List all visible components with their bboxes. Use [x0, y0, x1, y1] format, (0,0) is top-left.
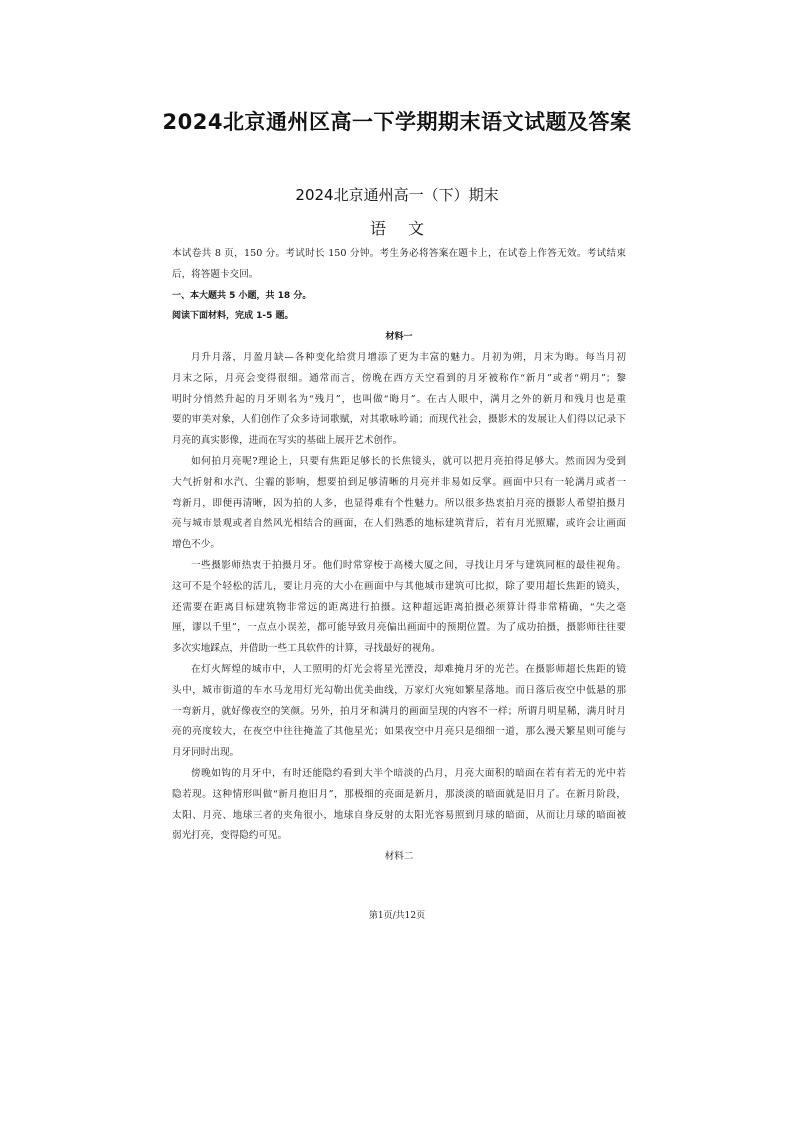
paragraph-line: 弯新月，即便再清晰，因为拍的人多，也显得难有个性魅力。所以很多热衷拍月亮的摄影人希望拍摄月	[172, 497, 626, 509]
paragraph	[172, 452, 626, 556]
material-one-heading: 材料一	[385, 332, 413, 343]
subject-title: 语文	[369, 219, 446, 238]
paragraph-line: 月亮的真实影像，进而在写实的基础上展开艺术创作。	[172, 435, 403, 447]
paragraph-line: 月牙同时出现。	[172, 747, 240, 759]
paragraph-line: 如何拍月亮呢?理论上，只要有焦距足够长的长焦镜头，就可以把月亮拍得足够大。然而因为受到	[191, 455, 626, 467]
paragraph-line: 一弯新月，就好像夜空的笑颜。另外，拍月牙和满月的画面呈现的内容不一样；所谓月明星稀，满月时月	[172, 705, 626, 717]
paragraph-line: 一些摄影师热衷于拍摄月牙。他们时常穿梭于高楼大厦之间，寻找让月牙与建筑同框的最佳视角。	[191, 559, 626, 571]
paragraph-line: 这可不是个轻松的活儿，要让月亮的大小在画面中与其他城市建筑可比拟，除了要用超长焦距的镜头，	[172, 580, 626, 592]
paragraph-line: 在灯火辉煌的城市中，人工照明的灯光会将星光湮没，却难掩月牙的光芒。在摄影师超长焦距的镜	[191, 663, 626, 675]
paragraph-line: 厘，谬以千里”，一点点小误差，都可能导致月亮偏出画面中的预期位置。为了成功拍摄，摄影师往往要	[172, 622, 626, 634]
paragraph-line: 月升月落，月盈月缺—各种变化给赏月增添了更为丰富的魅力。月初为朔，月末为晦。每当月初	[191, 351, 626, 363]
paragraph-line: 傍晚如钩的月牙中，有时还能隐约看到大半个暗淡的凸月，月亮大面积的暗面在若有若无的光中若	[191, 767, 626, 779]
paragraph-line: 还需要在距离目标建筑物非常远的距离进行拍摄。这种超远距离拍摄必须算计得非常精确，“失之毫	[172, 601, 626, 613]
paragraph-line: 弱光打亮，变得隐约可见。	[172, 830, 288, 842]
paragraph-line: 头中，城市街道的车水马龙用灯光勾勒出优美曲线，万家灯火宛如繁星落地。而日落后夜空中低悬的那	[172, 684, 626, 696]
paragraph-line: 多次实地踩点，并借助一些工具软件的计算，寻找最好的视角。	[172, 643, 441, 655]
paragraph-line: 大气折射和水汽、尘霾的影响，想要拍到足够清晰的月亮并非易如反掌。画面中只有一轮满月或者一	[172, 476, 626, 488]
paragraph-line: 明时分悄然升起的月牙则名为“残月”，也叫做“晦月”。在古人眼中，满月之外的新月和残月也是重	[172, 393, 626, 405]
paragraph-line: 亮的亮度较大，在夜空中往往掩盖了其他星光；如果夜空中月亮只是细细一道，那么漫天繁星则可能与	[172, 726, 626, 738]
paragraph-line: 隐若现。这种情形叫做“新月抱旧月”，那极细的亮面是新月，那淡淡的暗面就是旧月了。在新月阶段，	[172, 788, 626, 800]
document-main-title: 2024北京通州区高一下学期期末语文试题及答案	[162, 110, 632, 134]
paragraph-line: 增色不少。	[172, 539, 220, 551]
document-body	[172, 244, 626, 868]
paragraph	[172, 764, 626, 847]
paragraph-line: 亮与城市景观或者自然风光相结合的画面，在人们熟悉的地标建筑背后，若有月光照耀，或许会让画面	[172, 518, 626, 530]
intro-line: 后，将答题卡交回。	[172, 268, 259, 280]
paragraph	[172, 660, 626, 764]
reading-instruction: 阅读下面材料，完成 1-5 题。	[172, 311, 294, 322]
paragraph-line: 要的审美对象，人们创作了众多诗词歌赋，对其歌咏吟诵；而现代社会，摄影术的发展让人们得以记录下	[172, 414, 626, 426]
paragraph	[172, 348, 626, 452]
exam-title: 2024北京通州高一（下）期末	[295, 186, 499, 204]
intro-line: 本试卷共 8 页，150 分。考试时长 150 分钟。考生务必将答案在题卡上，在试卷上作答无效。考试结束	[172, 248, 626, 259]
section-heading: 一、本大题共 5 小题，共 18 分。	[172, 290, 312, 301]
material-two-heading: 材料二	[384, 851, 414, 863]
paragraph	[172, 556, 626, 660]
page-number-footer: 第1页/共12页	[368, 911, 426, 921]
paragraph-line: 月末之际，月亮会变得很细。通常而言，傍晚在西方天空看到的月牙被称作“新月”或者“朔月”；黎	[172, 372, 626, 384]
paragraph-line: 太阳、月亮、地球三者的夹角很小，地球自身反射的太阳光容易照到月球的暗面，从而让月球的暗面被	[172, 809, 626, 821]
